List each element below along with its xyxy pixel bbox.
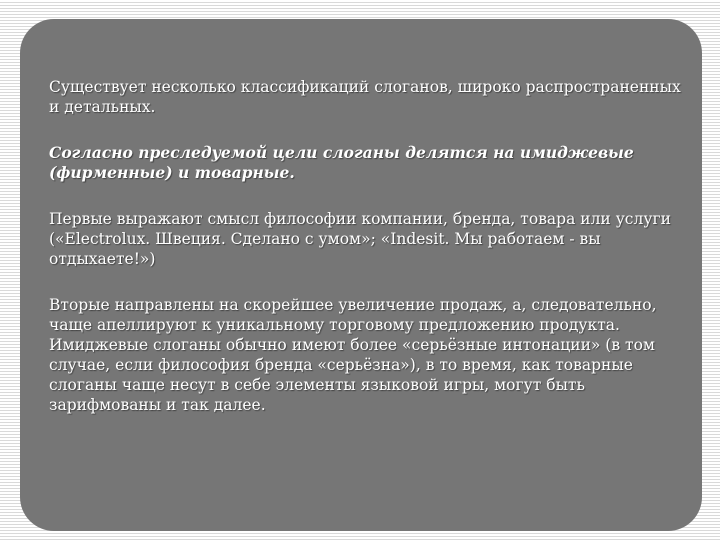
paragraph-gap: [49, 269, 689, 295]
paragraph-intro: Существует несколько классификаций слоганов, широко распространенных и детальных.: [49, 78, 681, 116]
paragraph-gap: [49, 117, 689, 143]
paragraph-purpose-emphasis: Согласно преследуемой цели слоганы делятся на имиджевые (фирменные) и товарные.: [49, 143, 634, 182]
slide-body-text: [49, 77, 689, 415]
slide-panel: [20, 19, 702, 531]
paragraph-image-slogans: Первые выражают смысл философии компании, бренда, товара или услуги («Electrolux. Швеция. Сделано с умом»; «Indesit. Мы работаем - вы отдыхаете!»): [49, 210, 671, 268]
paragraph-product-slogans: Вторые направлены на скорейшее увеличение продаж, а, следовательно, чаще апеллируют к уникальному торговому предложению продукта. Имиджевые слоганы обычно имеют более «серьёзные интонации» (в том случае, если философия бренда «серьёзна»), в то время, как товарные слоганы чаще несут в себе элементы языковой игры, могут быть зарифмованы и так далее.: [49, 296, 657, 414]
paragraph-gap: [49, 183, 689, 209]
